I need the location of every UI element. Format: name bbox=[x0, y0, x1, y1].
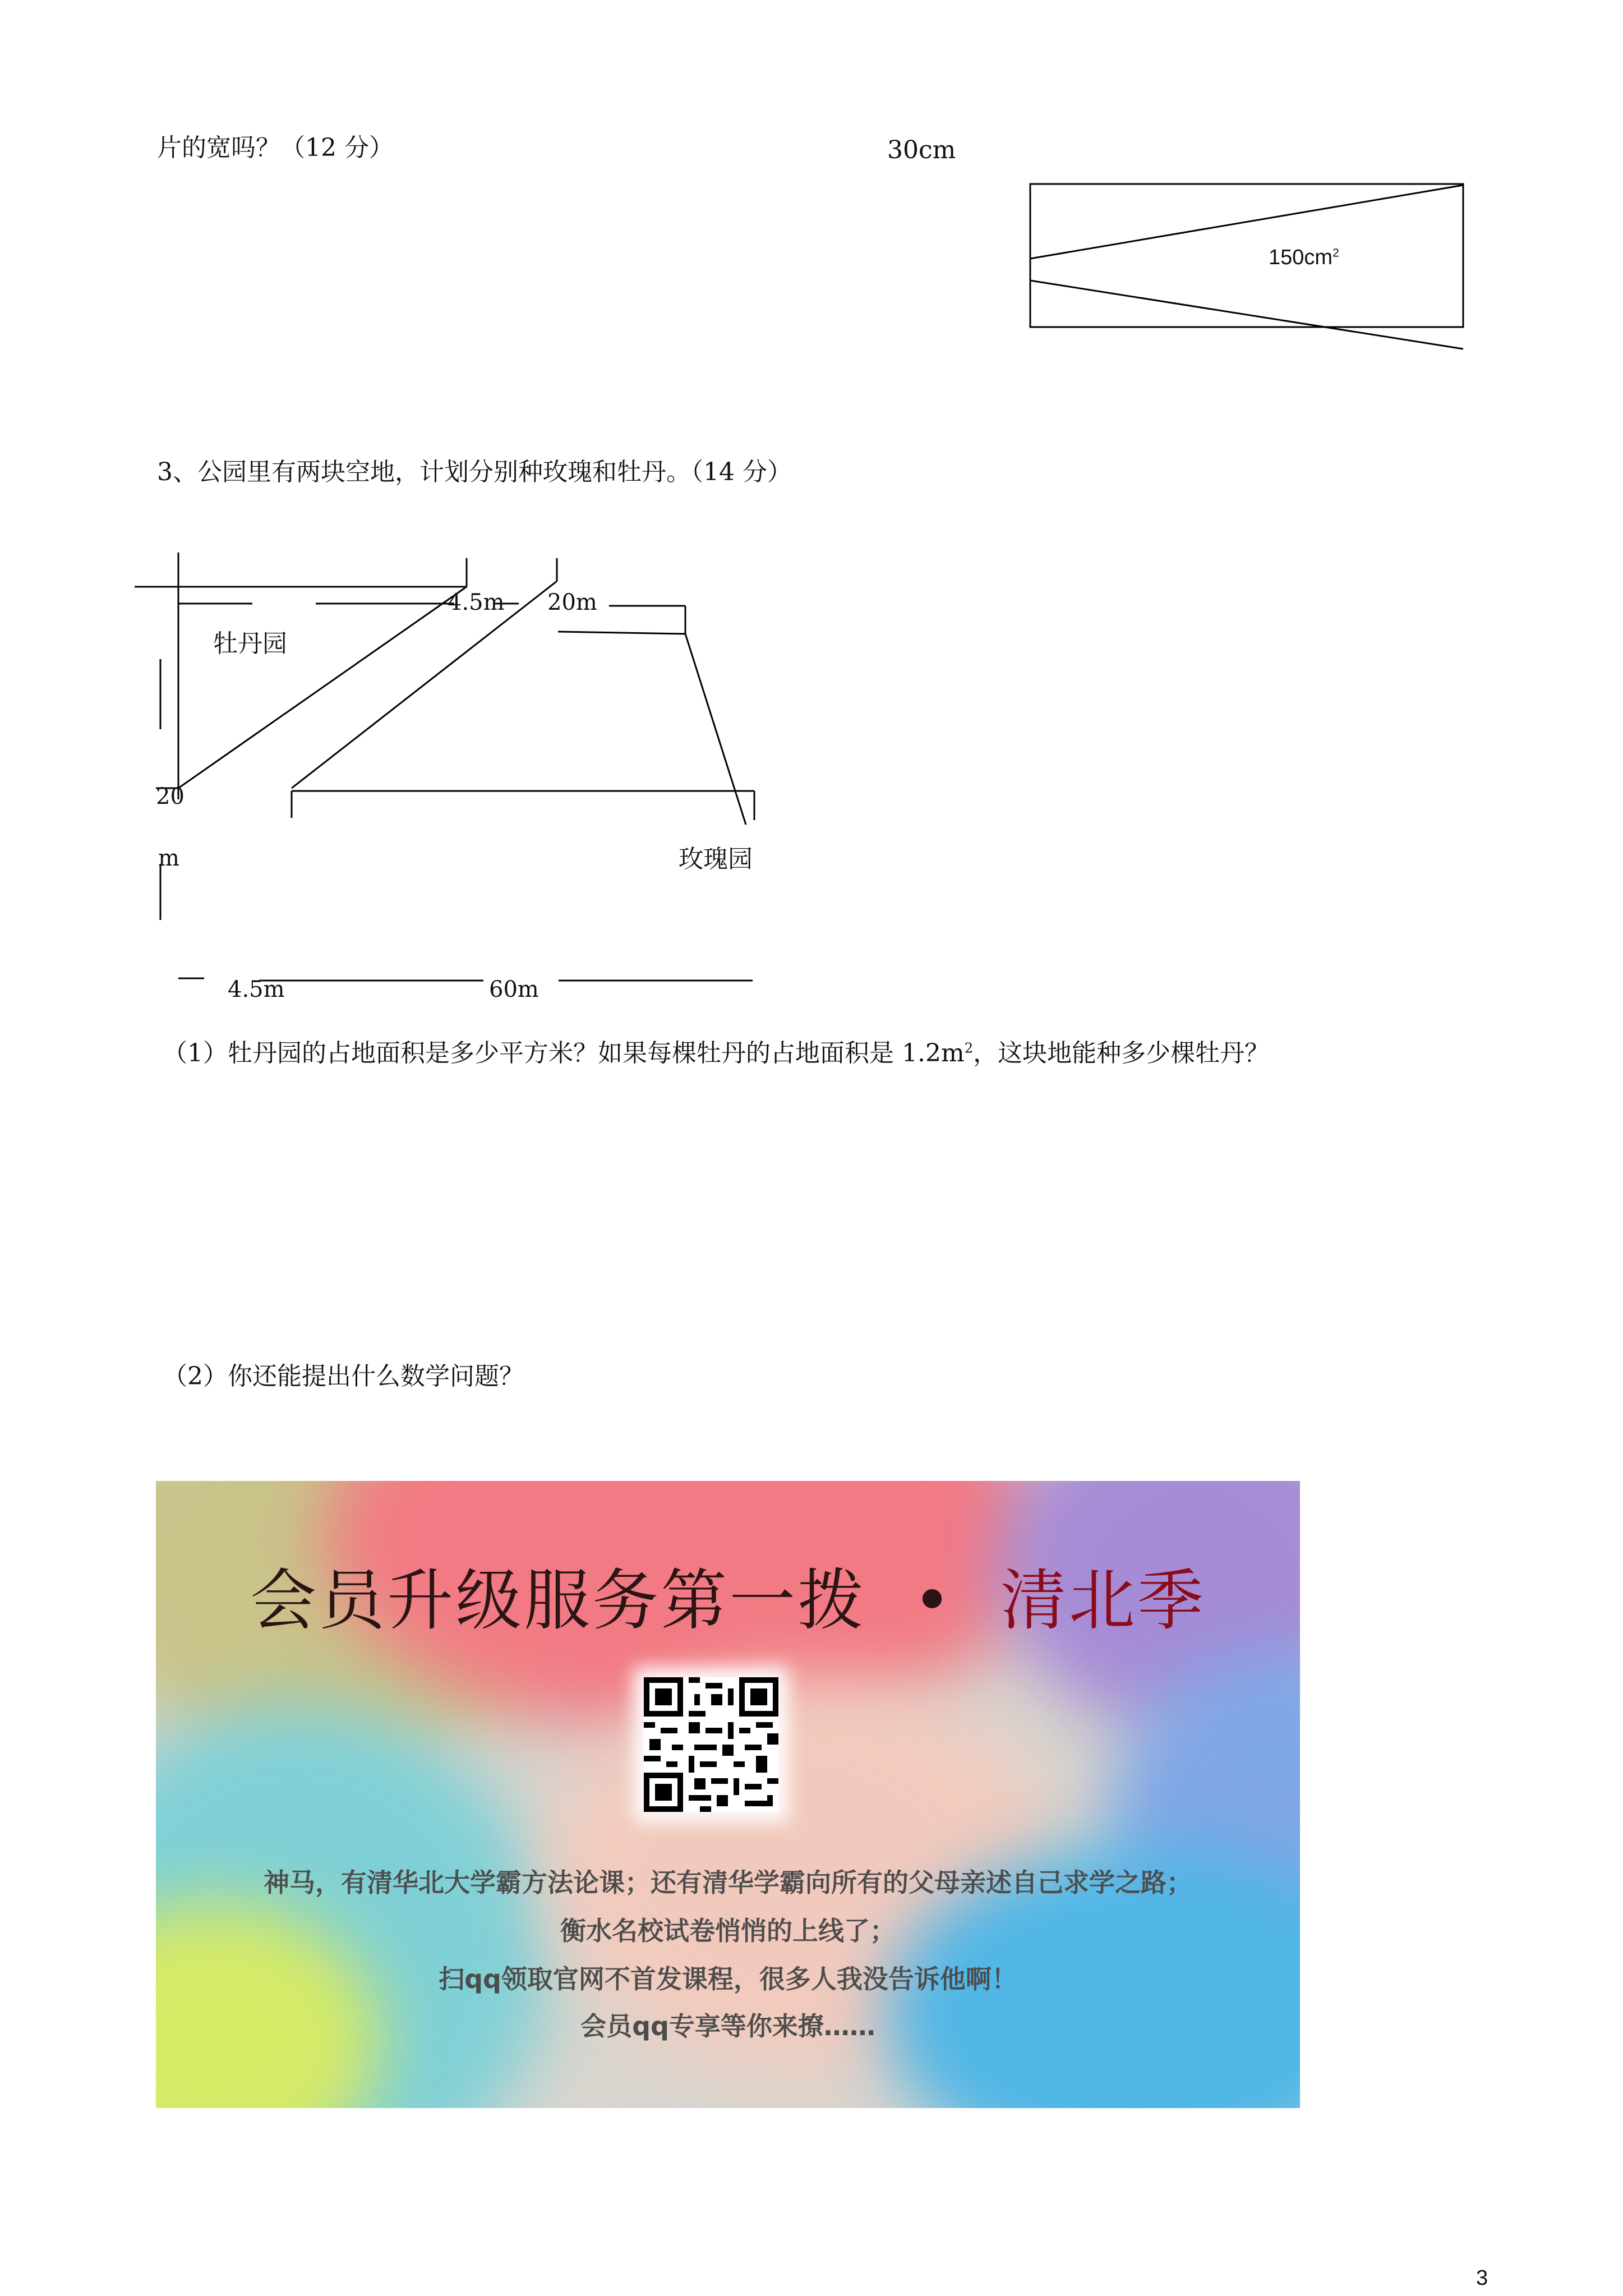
subquestion-2-text: （2）你还能提出什么数学问题？ bbox=[163, 1362, 524, 1391]
qr-code-icon[interactable] bbox=[644, 1677, 778, 1812]
banner-line-4: 会员qq专享等你来撩…… bbox=[580, 2011, 875, 2041]
rectangle-outline bbox=[1030, 184, 1463, 327]
banner-line-3: 扫qq领取官网不首发课程，很多人我没告诉他啊！ bbox=[439, 1964, 1017, 1994]
label-20-left: 20 bbox=[156, 784, 185, 809]
banner-line-1: 神马，有清华北大学霸方法论课；还有清华学霸向所有的父母亲述自己求学之路； bbox=[264, 1867, 1192, 1898]
label-4-5m-top: 4.5m bbox=[448, 590, 505, 615]
label-20m-top: 20m bbox=[547, 590, 597, 615]
rectangle-figure bbox=[1030, 184, 1463, 349]
peony-garden-label: 牡丹园 bbox=[213, 629, 287, 658]
rect-width-label: 30cm bbox=[887, 136, 956, 164]
label-60m: 60m bbox=[489, 977, 539, 1002]
label-4-5m-bottom: 4.5m bbox=[228, 977, 285, 1002]
subquestion-1-text: （1）牡丹园的占地面积是多少平方米？如果每棵牡丹的占地面积是 $1.2m^2$，这块地能种多少棵牡丹？ bbox=[163, 1039, 1270, 1068]
rose-garden-label: 玫瑰园 bbox=[679, 845, 753, 873]
label-m-left: m bbox=[158, 845, 179, 871]
triangle-lower-side bbox=[1030, 280, 1463, 349]
garden-figure bbox=[135, 553, 754, 981]
rect-area-label: $150cm^2$ bbox=[1269, 246, 1339, 269]
page-number: 3 bbox=[1476, 2266, 1488, 2290]
banner-title: 会员升级服务第一拨 • 清北季 bbox=[250, 1562, 1206, 1639]
promo-banner bbox=[156, 1481, 1300, 2108]
triangle-upper-side bbox=[1030, 185, 1463, 259]
question2-tail-text: 片的宽吗？（12 分） bbox=[157, 134, 394, 162]
banner-line-2: 衡水名校试卷悄悄的上线了； bbox=[560, 1916, 896, 1946]
question3-text: 3、公园里有两块空地，计划分别种玫瑰和牡丹。（14 分） bbox=[157, 458, 792, 486]
